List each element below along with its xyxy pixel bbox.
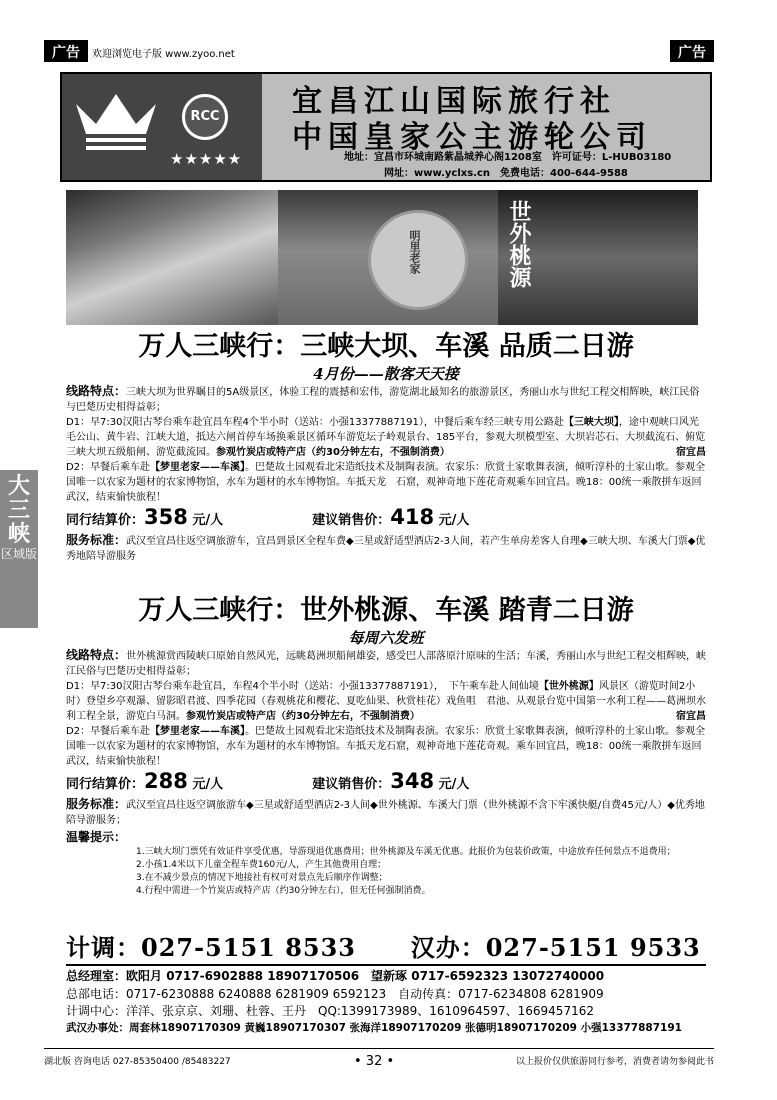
side-tab-small: 区域版 bbox=[0, 547, 37, 561]
tour1-d1-c: 参观竹炭店或特产店（约30分钟左右，不强制消费） bbox=[216, 447, 450, 458]
tour1-feature-label: 线路特点： bbox=[66, 384, 127, 398]
tour2-d2-a: 早餐后乘车赴 bbox=[90, 726, 151, 737]
tour2-service-text: 武汉至宜昌往返空调旅游车◆三星或舒适型酒店2-3人间◆世外桃源、车溪大门票（世外桃源不含下牢溪快艇/自费45元/人）◆优秀地陪导游服务； bbox=[66, 800, 705, 826]
bottom-right: 以上报价仅供旅游同行参考，消费者请勿参阅此书 bbox=[515, 1057, 714, 1067]
tour1-sale-unit: 元/人 bbox=[438, 513, 470, 528]
tour2-peer-price: 288 bbox=[144, 769, 188, 793]
tour1-d1-b: ，途中观峡口风光毛公山、黄牛岩、江峡大道，抵达六闸首停车场换乘景区循环车游览坛子岭观景台、185平台，参观大坝模型室、大坝岩芯石、大坝截流石、俯览三峡大坝五级船闸、游览截流园。 bbox=[66, 417, 706, 458]
crown-logo-icon bbox=[76, 94, 156, 154]
tour2-day1 bbox=[66, 679, 706, 724]
ad-tag-left: 广告 bbox=[44, 40, 88, 62]
bottom-left: 湖北版 咨询电话 027-85350400 /85483227 bbox=[44, 1057, 231, 1067]
tour1-day2 bbox=[66, 460, 706, 505]
region-side-tab bbox=[0, 470, 38, 628]
company-web-phone: 网址：www.yclxs.cn 免费电话：400-644-9588 bbox=[384, 168, 628, 179]
five-stars-icon: ★★★★★ bbox=[170, 150, 243, 168]
tour2-day2 bbox=[66, 724, 706, 769]
tour2-sale-unit: 元/人 bbox=[438, 777, 470, 792]
bottom-line bbox=[44, 1048, 714, 1049]
tour2-prices bbox=[66, 769, 706, 797]
tour2-d2-highlight: 【梦里老家——车溪】 bbox=[150, 726, 246, 737]
tour2-service-label: 服务标准： bbox=[66, 797, 127, 811]
tour2-feature bbox=[66, 648, 706, 679]
tour2-peer-label: 同行结算价： bbox=[66, 777, 145, 792]
browse-notice: 欢迎浏览电子版 www.zyoo.net bbox=[92, 49, 235, 60]
tour2-sale-label: 建议销售价： bbox=[312, 777, 391, 792]
millstone-photo bbox=[278, 190, 498, 325]
hq-contacts: 总部电话：0717-6230888 6240888 6281909 6592123 自动传真：0717-6234808 6281909 bbox=[66, 987, 604, 1001]
dispatch-center: 计调中心：洋洋、张京京、刘珊、杜蓉、王丹 QQ:1399173989、1610964597、1669457162 bbox=[66, 1004, 594, 1018]
tour2-title: 万人三峡行：世外桃源、车溪 踏青二日游 bbox=[138, 595, 634, 626]
tour1-day1 bbox=[66, 415, 706, 460]
tour1-service-label: 服务标准： bbox=[66, 533, 127, 547]
tour1-title: 万人三峡行：三峡大坝、车溪 品质二日游 bbox=[138, 331, 634, 362]
gm-label: 总经理室： bbox=[66, 969, 127, 983]
tour1-d1-label: D1： bbox=[66, 417, 91, 428]
tips-block bbox=[66, 830, 706, 898]
gm-contacts bbox=[66, 968, 706, 985]
tour1-d1-stay: 宿宜昌 bbox=[676, 447, 706, 458]
tour2-d1-highlight: 【世外桃源】 bbox=[538, 681, 599, 692]
tour2-d1-label: D1： bbox=[66, 681, 91, 692]
tour1-d1-a: 早7:30汉阳古琴台乘车赴宜昌车程4个半小时（送站：小强13377887191），中餐后乘车经三峡专用公路赴 bbox=[90, 417, 564, 428]
tour2-d2-b: 。巴楚故土园观看北宋造纸技术及制陶表演。农家乐：欣赏土家歌舞表演，倾听淳朴的土家山歌。参观全国唯一以农家为题材的农家博物馆，水车为题材的水车博物馆。车抵天龙石窟，观神奇地下莲花奇观。乘车回宜昌，晚18：00统一乘散拼车返回武汉，结束愉快旅程！ bbox=[66, 726, 706, 767]
company-name-royal: 中国皇家公主游轮公司 bbox=[292, 120, 652, 155]
photo-strip bbox=[66, 190, 698, 325]
tip-item: 3.在不减少景点的情况下地接社有权可对景点先后顺序作调整； bbox=[136, 873, 388, 883]
tour1-d1-highlight: 【三峡大坝】 bbox=[563, 417, 619, 428]
tour1-peer-unit: 元/人 bbox=[192, 513, 224, 528]
tour2-d2-label: D2： bbox=[66, 726, 91, 737]
millstone-text: 明里老家 bbox=[408, 230, 421, 274]
divider bbox=[66, 964, 706, 966]
tip-item: 1.三峡大坝门票凭有效证件享受优惠，导游现退优惠费用；世外桃源及车溪无优惠。此报价为包装价政策，中途放弃任何景点不退费用； bbox=[136, 847, 676, 857]
tour2-section bbox=[66, 594, 706, 898]
wuhan-text: 周套林18907170309 黄巍18907170307 张海洋18907170209 张德明18907170209 小强13377887191 bbox=[129, 1022, 682, 1034]
bottom-bar bbox=[44, 1054, 714, 1072]
peach-garden-text: 世外桃源 bbox=[506, 200, 532, 288]
tour2-feature-label: 线路特点： bbox=[66, 648, 127, 662]
tour1-peer-price: 358 bbox=[144, 505, 188, 529]
top-bar bbox=[44, 40, 714, 62]
tour1-d2-label: D2： bbox=[66, 462, 91, 473]
tour1-section bbox=[66, 330, 706, 564]
tour1-subtitle: 4月份——散客天天接 bbox=[313, 365, 459, 383]
tour1-d2-b: 。巴楚故土园观看北宋造纸技术及制陶表演。农家乐：欣赏土家歌舞表演，倾听淳朴的土家山歌。参观全国唯一以农家为题材的农家博物馆，水车为题材的水车博物馆。车抵天龙 石窟，观神奇地下莲花奇观乘车回宜昌。晚18：00统一乘散拼车返回武汉，结束愉快旅程！ bbox=[66, 462, 706, 503]
company-address: 地址：宜昌市环城南路紫晶城养心阁1208室 许可证号：L-HUB03180 bbox=[344, 152, 672, 163]
tour1-feature-text: 三峡大坝为世界瞩目的5A级景区，体验工程的震撼和宏伟，游览湖北最知名的旅游景区，秀丽山水与世纪工程交相辉映，峡江民俗与巴楚历史相得益彰； bbox=[66, 387, 700, 413]
tour1-feature bbox=[66, 384, 706, 415]
tips-label: 温馨提示： bbox=[66, 830, 127, 844]
dispatch-phone: 计调：027-5151 8533 bbox=[66, 933, 357, 962]
hankou-phone: 汉办：027-5151 9533 bbox=[410, 933, 701, 962]
tour1-d2-a: 早餐后乘车赴 bbox=[90, 462, 151, 473]
dispatch-phones bbox=[66, 928, 706, 963]
tour2-peer-unit: 元/人 bbox=[192, 777, 224, 792]
page-number: • 32 • bbox=[354, 1054, 395, 1069]
company-name-jiangshan: 宜昌江山国际旅行社 bbox=[292, 84, 616, 119]
tour2-feature-text: 世外桃源赏西陵峡口原始自然风光，远眺葛洲坝船闸雄姿，感受巴人部落原汁原味的生活；车溪，秀丽山水与世纪工程交相辉映，峡江民俗与巴楚历史相得益彰； bbox=[66, 651, 707, 677]
gm-text: 欧阳月 0717-6902888 18907170506 望新琢 0717-6592323 13072740000 bbox=[126, 969, 605, 983]
tour2-d1-c: 参观竹炭店或特产店（约30分钟左右，不强制消费） bbox=[186, 711, 420, 722]
tour1-service-text: 武汉至宜昌往返空调旅游车，宜昌到景区全程车费◆三星或舒适型酒店2-3人间，若产生单房差客人自理◆三峡大坝、车溪大门票◆优秀地陪导游服务 bbox=[66, 536, 706, 562]
tour1-peer-label: 同行结算价： bbox=[66, 513, 145, 528]
tour1-sale-price: 418 bbox=[390, 505, 435, 529]
tour1-d2-highlight: 【梦里老家——车溪】 bbox=[150, 462, 246, 473]
wuhan-office bbox=[66, 1020, 706, 1037]
ad-tag-right: 广告 bbox=[670, 40, 714, 62]
tour1-prices bbox=[66, 505, 706, 533]
tour2-subtitle: 每周六发班 bbox=[348, 629, 424, 647]
peach-garden-photo bbox=[498, 190, 698, 325]
dam-photo bbox=[66, 190, 278, 325]
tour2-d1-b: 风景区（游览时间2小时）登望乡亭观瀑、留影昭君渡、四季花园（春观桃花和樱花、夏吃仙果、秋赏桂花）戏鱼咀 君池、从观景台览中国第一水利工程——葛洲坝水利工程全景，游览白马洞。 bbox=[66, 681, 706, 722]
wuhan-label: 武汉办事处： bbox=[66, 1022, 129, 1034]
agency-header bbox=[60, 72, 712, 182]
tour2-sale-price: 348 bbox=[390, 769, 435, 793]
tour1-service bbox=[66, 533, 706, 564]
tip-item: 2.小孩1.4米以下儿童全程车费160元/人，产生其他费用自理； bbox=[136, 860, 387, 870]
side-tab-big: 大三峡 bbox=[7, 473, 30, 547]
rcc-emblem: RCC bbox=[182, 94, 228, 140]
tour1-sale-label: 建议销售价： bbox=[312, 513, 391, 528]
tip-item: 4.行程中需进一个竹炭店或特产店（约30分钟左右），但无任何强制消费。 bbox=[136, 886, 431, 896]
tour2-d1-a: 早7:30汉阳古琴台乘车赴宜昌，车程4个半小时（送站：小强13377887191）， 下午乘车赴人间仙境 bbox=[90, 681, 539, 692]
logo-area bbox=[62, 74, 262, 180]
tour2-d1-stay: 宿宜昌 bbox=[676, 711, 706, 722]
tour2-service bbox=[66, 797, 706, 828]
